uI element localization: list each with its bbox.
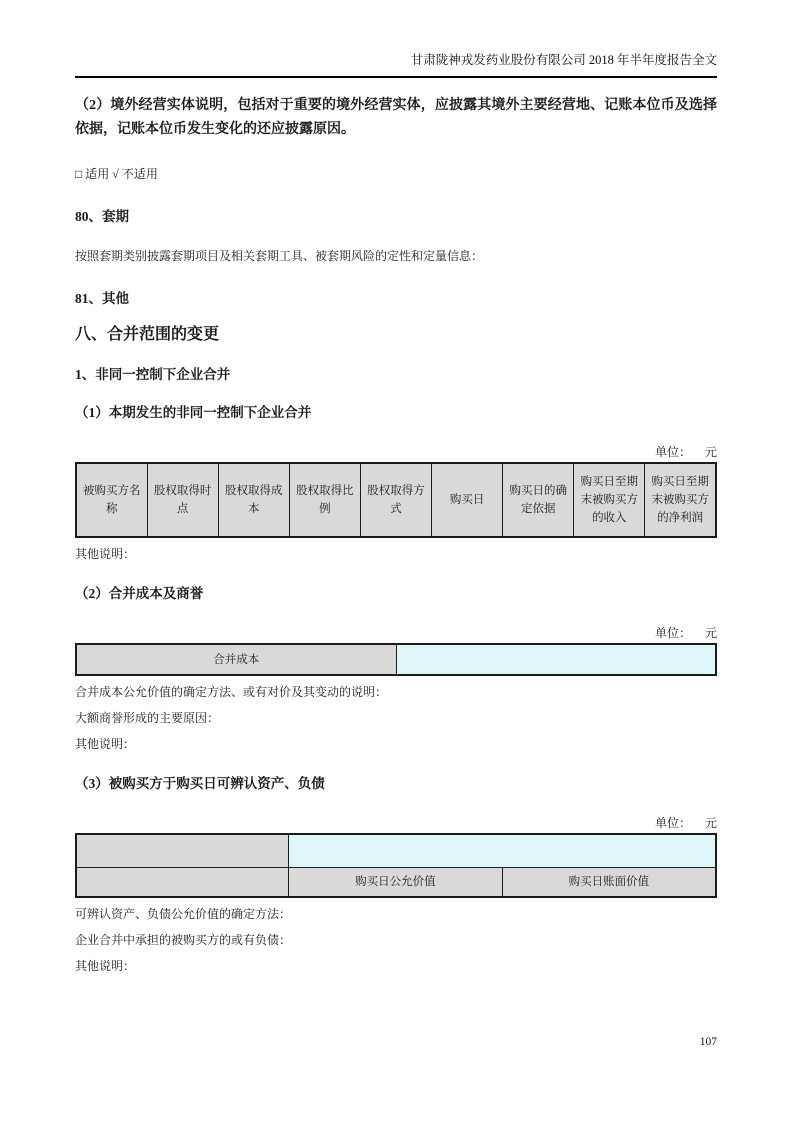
table-header-cell-purchase-date-basis: 购买日的确定依据: [503, 463, 574, 537]
heading-overseas-entity-note: （2）境外经营实体说明，包括对于重要的境外经营实体，应披露其境外主要经营地、记账本位币及选择依据，记账本位币发生变化的还应披露原因。: [75, 98, 717, 137]
note-other-explanation-1: 其他说明：: [75, 547, 136, 561]
assets-table-corner-cell: [76, 834, 288, 867]
unit-line-table3: [75, 815, 717, 831]
table-row-subheader: [76, 867, 716, 897]
heading-chapter-8-scope-change: 八、合并范围的变更: [75, 326, 220, 343]
page-number: 107: [699, 1036, 717, 1048]
table-header-cell-acquiree-name: 被购买方名称: [76, 463, 147, 537]
unit-line-table2: [75, 625, 717, 641]
table-header-cell-equity-cost: 股权取得成本: [218, 463, 289, 537]
note-other-explanation-2: 其他说明：: [75, 737, 136, 751]
heading-2-merger-cost-goodwill: （2）合并成本及商誉: [75, 586, 204, 601]
table-header-cell-acquiree-netprofit: 购买日至期末被购买方的净利润: [645, 463, 716, 537]
document-header-title: 甘肃陇神戎发药业股份有限公司 2018 年半年度报告全文: [410, 53, 717, 67]
merger-details-table: [75, 462, 717, 538]
merger-cost-table: [75, 643, 717, 676]
heading-81-other: 81、其他: [75, 291, 129, 306]
heading-3-identifiable-assets-liabilities: （3）被购买方于购买日可辨认资产、负债: [75, 776, 325, 791]
hedging-body-text: 按照套期类别披露套期项目及相关套期工具、被套期风险的定性和定量信息：: [75, 249, 484, 263]
assets-table-header-fair-value: 购买日公允价值: [288, 867, 502, 897]
note-fair-value-determination-method: 可辨认资产、负债公允价值的确定方法：: [75, 907, 292, 921]
applicability-line: □ 适用 √ 不适用: [75, 167, 158, 181]
unit-value: 元: [704, 445, 717, 459]
note-contingent-liabilities: 企业合并中承担的被购买方的或有负债：: [75, 933, 292, 947]
table-header-cell-acquiree-revenue: 购买日至期末被购买方的收入: [574, 463, 645, 537]
heading-1-1-current-period-merger: （1）本期发生的非同一控制下企业合并: [75, 405, 312, 420]
unit-label: 单位：: [654, 816, 691, 830]
assets-table-acquiree-cell: [288, 834, 716, 867]
heading-80-hedging: 80、套期: [75, 209, 129, 224]
table-header-cell-equity-ratio: 股权取得比例: [289, 463, 360, 537]
identifiable-assets-table: [75, 833, 717, 898]
table-row-top: [76, 834, 716, 867]
note-large-goodwill-reason: 大额商誉形成的主要原因：: [75, 711, 220, 725]
table-header-cell-purchase-date: 购买日: [432, 463, 503, 537]
unit-label: 单位：: [654, 626, 691, 640]
assets-table-header-book-value: 购买日账面价值: [502, 867, 716, 897]
note-merger-cost-fair-value-method: 合并成本公允价值的确定方法、或有对价及其变动的说明：: [75, 685, 388, 699]
unit-line-table1: [75, 444, 717, 460]
header-rule: [75, 76, 717, 78]
merger-cost-label-cell: 合并成本: [76, 644, 396, 675]
table-header-row: [76, 463, 716, 537]
unit-value: 元: [704, 816, 717, 830]
unit-label: 单位：: [654, 445, 691, 459]
table-header-cell-equity-time: 股权取得时点: [147, 463, 218, 537]
unit-value: 元: [704, 626, 717, 640]
assets-table-item-cell: [76, 867, 288, 897]
merger-cost-value-cell: [396, 644, 716, 675]
heading-1-non-common-control-merger: 1、非同一控制下企业合并: [75, 367, 231, 382]
table-header-cell-equity-method: 股权取得方式: [360, 463, 431, 537]
table-row: [76, 644, 716, 675]
note-other-explanation-3: 其他说明：: [75, 959, 136, 973]
